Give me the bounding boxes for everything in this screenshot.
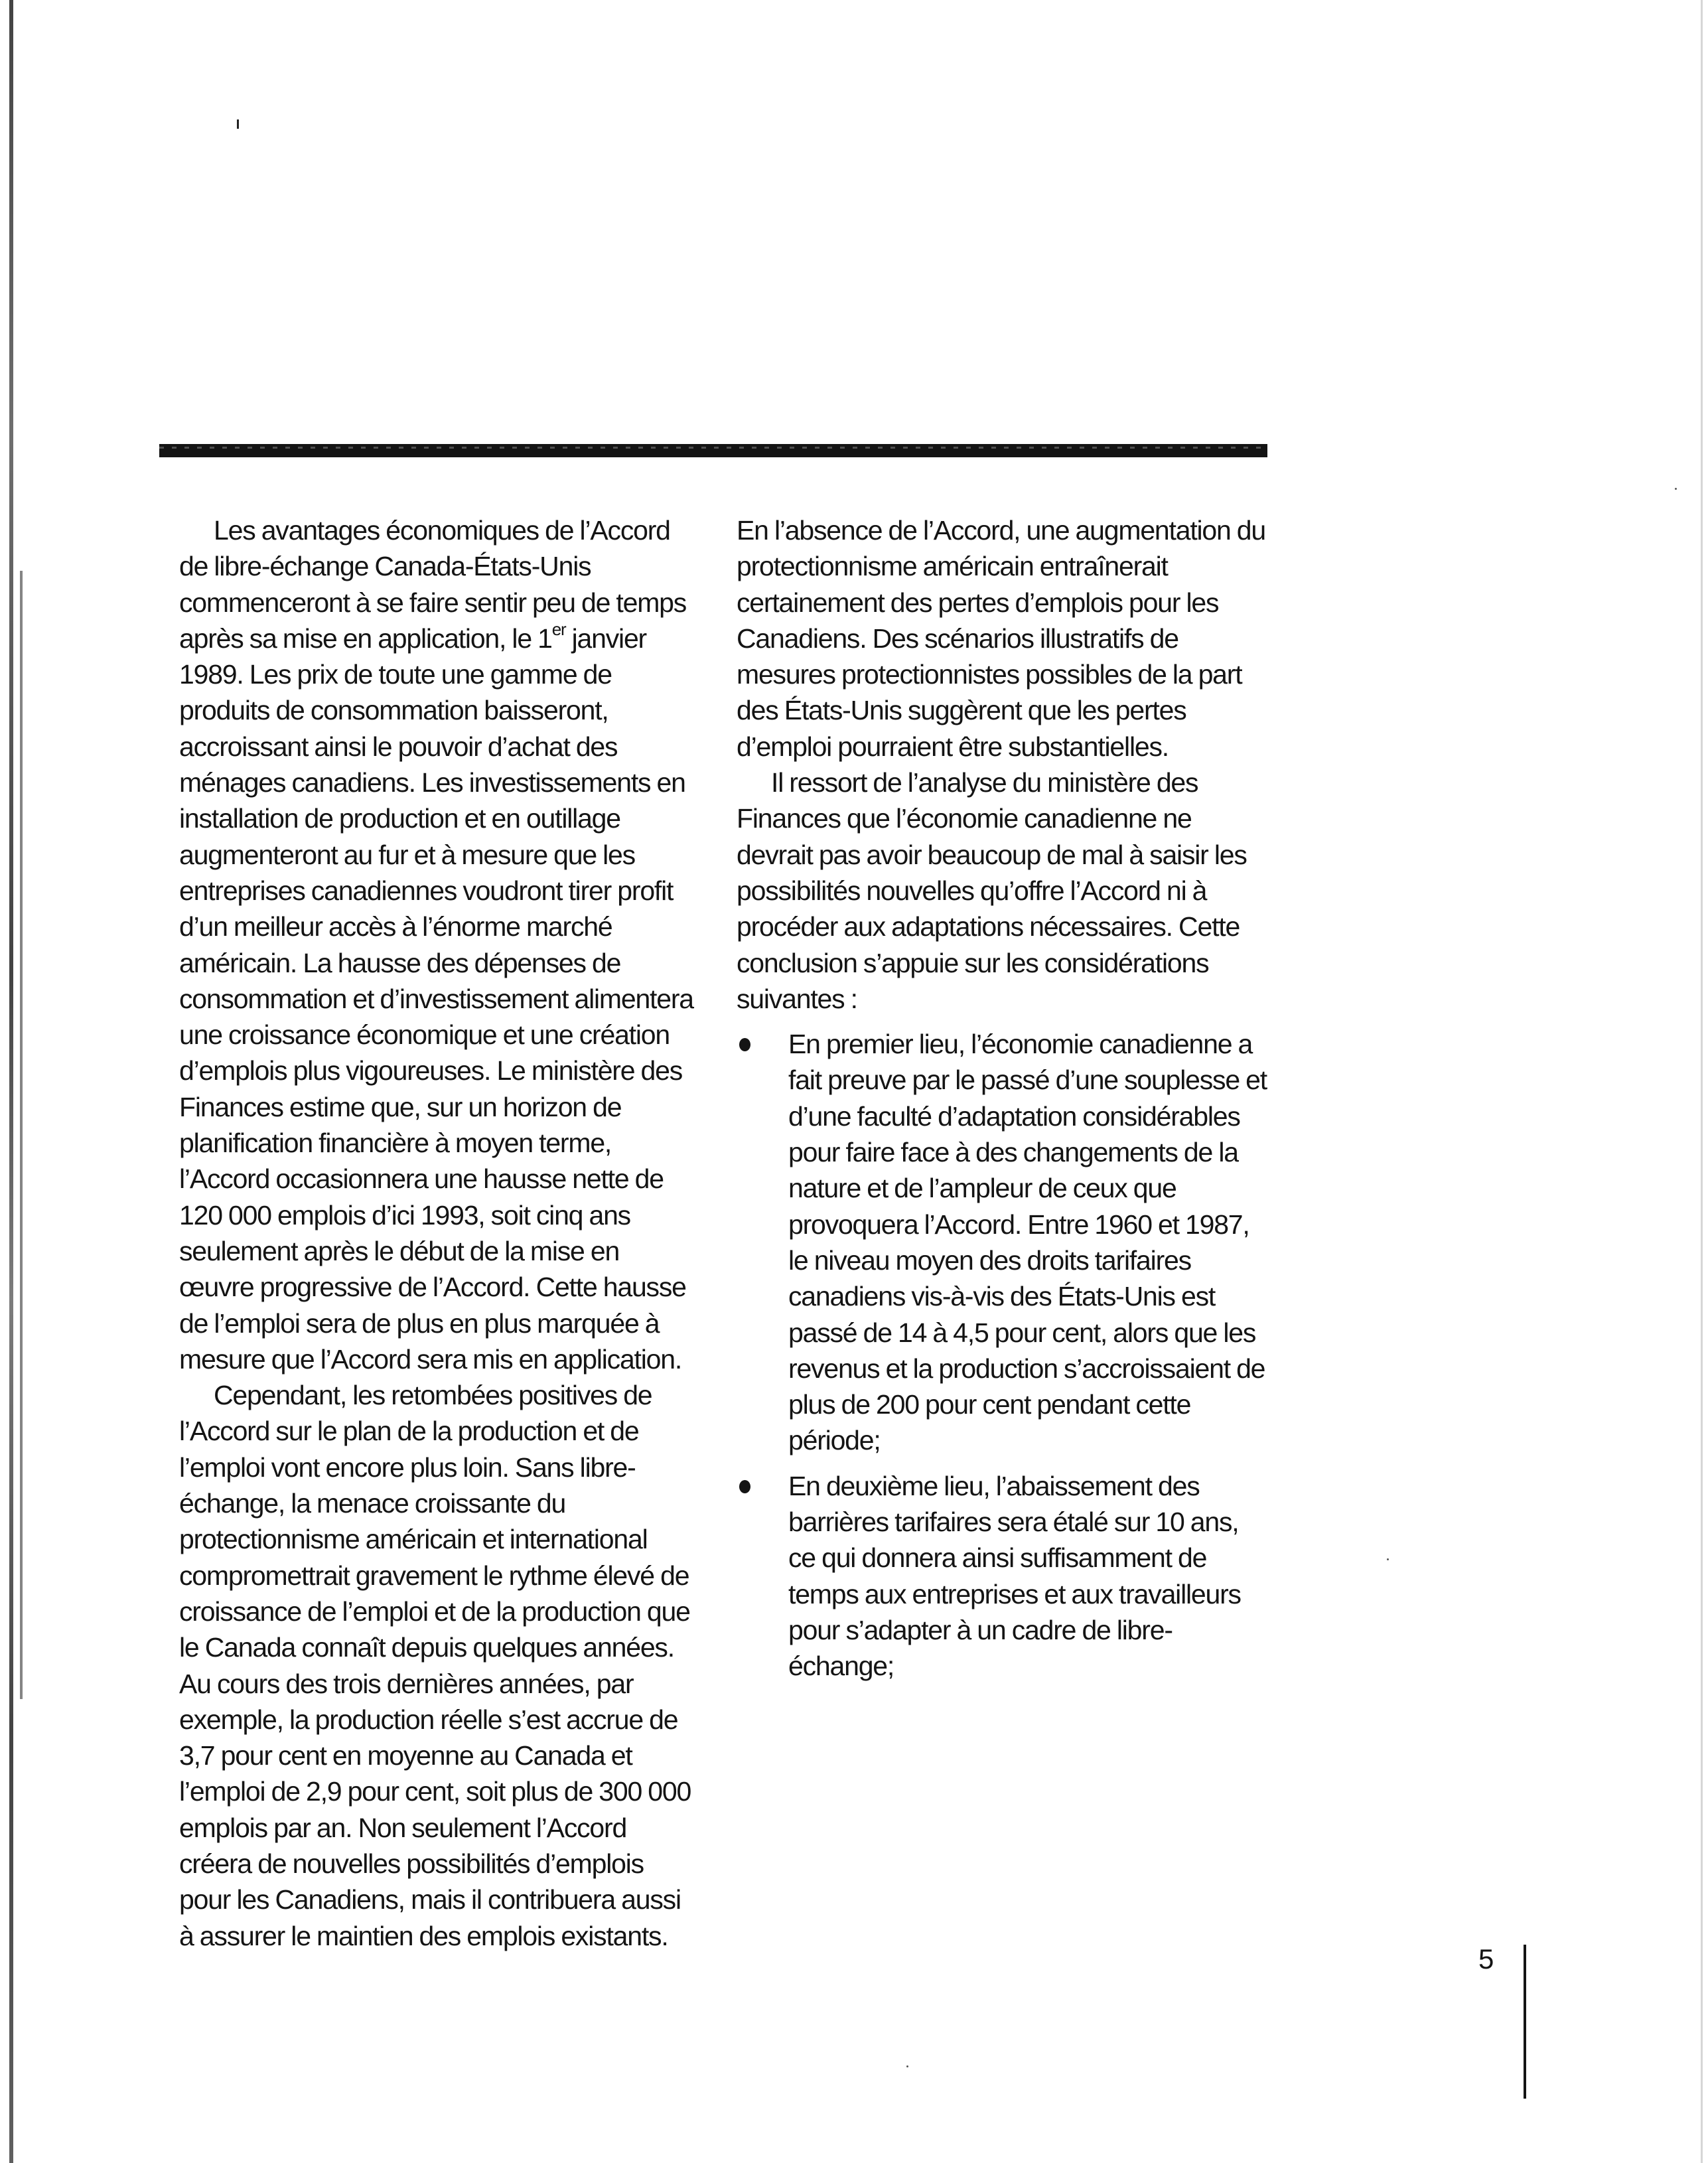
scan-speck <box>1387 1558 1389 1560</box>
list-item-text: En premier lieu, l’économie canadienne a fait preuve par le passé d’une souplesse et d’une faculté d’adaptation considérables pour faire face à des changements de la nature et de l’ampleur de ceux que provoquera l’Accord. Entre 1960 et 1987, le niveau moyen des droits tarifaires canadiens vis-à-vis des États-Unis est passé de 14 à 4,5 pour cent, alors que les revenus et la production s’accroissaient de plus de 200 pour cent pendant cette période; <box>788 1029 1267 1456</box>
superscript-er: er <box>551 619 566 640</box>
paragraph-intro-text-a: Les avantages économiques de l’Accord de libre-échange Canada-États-Unis commenceront à se faire sentir peu de temps après sa mise en application, le 1 <box>179 515 687 654</box>
header-rule <box>159 444 1267 457</box>
list-item <box>737 1026 1267 1459</box>
scan-edge-left <box>9 0 13 2163</box>
page-number-rule <box>1524 1945 1526 2099</box>
page-number: 5 <box>1478 1943 1494 1975</box>
right-column <box>737 512 1267 1694</box>
scan-edge-right <box>1701 0 1703 2163</box>
considerations-list <box>737 1026 1267 1684</box>
bullet-icon <box>739 1038 750 1051</box>
bullet-icon <box>739 1480 750 1493</box>
list-item <box>737 1468 1267 1684</box>
left-column <box>179 512 697 1954</box>
scan-speck <box>1675 488 1677 490</box>
paragraph-absence: En l’absence de l’Accord, une augmentation du protectionnisme américain entraînerait certainement des pertes d’emplois pour les Canadiens. Des scénarios illustratifs de mesures protectionnistes possibles de la part des États-Unis suggèrent que les pertes d’emploi pourraient être substantielles. <box>737 515 1266 762</box>
scan-speck <box>906 2065 908 2067</box>
scan-edge-left-inner <box>20 571 23 1699</box>
stray-mark <box>237 119 239 129</box>
paragraph-retombees: Cependant, les retombées positives de l’Accord sur le plan de la production et de l’emploi vont encore plus loin. Sans libre-échange, la menace croissante du protectionnisme américain et international compromettrait gravement le rythme élevé de croissance de l’emploi et de la production que le Canada connaît depuis quelques années. Au cours des trois dernières années, par exemple, la production réelle s’est accrue de 3,7 pour cent en moyenne au Canada et l’emploi de 2,9 pour cent, soit plus de 300 000 emplois par an. Non seulement l’Accord créera de nouvelles possibilités d’emplois pour les Canadiens, mais il contribuera aussi à assurer le maintien des emplois existants. <box>179 1380 691 1951</box>
paragraph-analyse: Il ressort de l’analyse du ministère des Finances que l’économie canadienne ne devrait pas avoir beaucoup de mal à saisir les possibilités nouvelles qu’offre l’Accord ni à procéder aux adaptations nécessaires. Cette conclusion s’appuie sur les considérations suivantes : <box>737 767 1247 1014</box>
paragraph-intro-text-b: janvier 1989. Les prix de toute une gamme de produits de consommation baisseront, accroissant ainsi le pouvoir d’achat des ménages canadiens. Les investissements en installation de production et en outillage augmenteront au fur et à mesure que les entreprises canadiennes voudront tirer profit d’un meilleur accès à l’énorme marché américain. La hausse des dépenses de consommation et d’investissement alimentera une croissance économique et une création d’emplois plus vigoureuses. Le ministère des Finances estime que, sur un horizon de planification financière à moyen terme, l’Accord occasionnera une hausse nette de 120 000 emplois d’ici 1993, soit cinq ans seulement après le début de la mise en œuvre progressive de l’Accord. Cette hausse de l’emploi sera de plus en plus marquée à mesure que l’Accord sera mis en application. <box>179 623 693 1375</box>
list-item-text: En deuxième lieu, l’abaissement des barrières tarifaires sera étalé sur 10 ans, ce qui donnera ainsi suffisamment de temps aux entreprises et aux travailleurs pour s’adapter à un cadre de libre-échange; <box>788 1470 1241 1682</box>
paragraph-intro <box>179 512 697 1377</box>
